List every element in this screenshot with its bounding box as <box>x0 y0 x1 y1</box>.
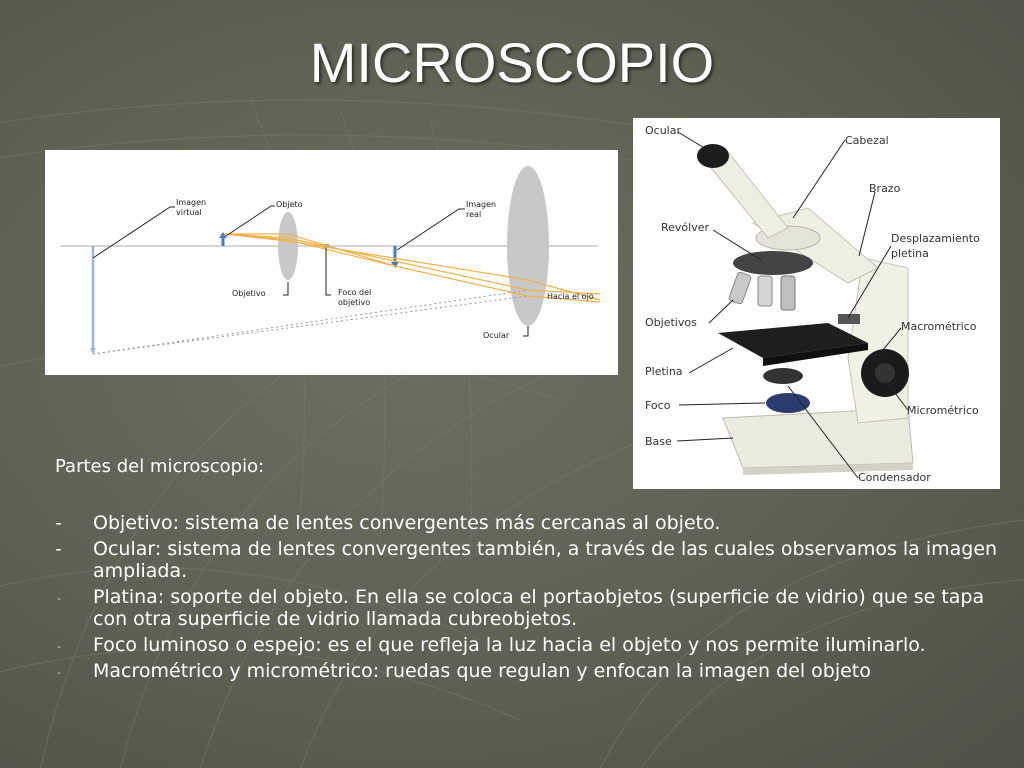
pointer-foco <box>326 248 331 295</box>
bullet-list <box>55 512 1005 686</box>
label-condensador: Condensador <box>858 471 931 484</box>
bullet-item <box>55 660 1005 682</box>
label-imagen-virtual-1: Imagen <box>176 198 207 207</box>
objective-lens <box>278 212 298 280</box>
bullet-text: Objetivo: sistema de lentes convergentes más cercanas al objeto. <box>93 512 721 534</box>
objective-3 <box>781 276 795 310</box>
label-ocular: Ocular <box>645 124 681 137</box>
bullet-marker: - <box>55 512 62 534</box>
pointer-objetivos <box>709 300 733 323</box>
label-foco-objetivo-2: objetivo <box>338 298 371 307</box>
label-objeto: Objeto <box>276 200 303 209</box>
label-imagen-real-1: Imagen <box>466 200 497 209</box>
label-ocular: Ocular <box>483 331 510 340</box>
revolver <box>733 251 813 275</box>
light-source <box>766 393 810 413</box>
label-pletina: Pletina <box>645 365 683 378</box>
bullet-item <box>55 538 1005 582</box>
ocular-lens <box>507 166 549 326</box>
eyepiece <box>697 144 729 168</box>
lens-diagram <box>45 150 618 375</box>
bullet-item <box>55 586 1005 630</box>
bullet-marker: - <box>57 592 61 605</box>
label-hacia-ojo: Hacia el ojo <box>547 292 594 301</box>
pointer-real <box>397 209 465 250</box>
bullet-marker: - <box>57 640 61 653</box>
label-foco-objetivo-1: Foco del <box>338 288 372 297</box>
pointer-brazo <box>859 192 875 256</box>
objective-2 <box>758 276 772 306</box>
pointer-objetivo <box>283 282 288 295</box>
bullet-text: Macrométrico y micrométrico: ruedas que regulan y enfocan la imagen del objeto <box>93 660 871 682</box>
label-desplazamiento-1: Desplazamiento <box>891 232 980 245</box>
pointer-ocular <box>678 132 711 152</box>
microscope-photo <box>633 118 1000 489</box>
condenser <box>763 368 803 384</box>
label-revolver: Revólver <box>661 221 710 234</box>
pointer-objeto <box>226 206 275 236</box>
label-objetivos: Objetivos <box>645 316 697 329</box>
label-desplazamiento-2: pletina <box>891 247 929 260</box>
label-cabezal: Cabezal <box>845 134 889 147</box>
label-macrometrico: Macrométrico <box>901 320 977 333</box>
lens-diagram-svg <box>45 150 618 375</box>
virtual-image-arrow-head <box>90 348 96 354</box>
label-imagen-real-2: real <box>466 210 482 219</box>
bullet-item <box>55 512 1005 534</box>
pointer-ocular <box>523 326 528 336</box>
pointer-foco <box>679 403 765 405</box>
virtual-ray <box>93 296 528 354</box>
bullet-item <box>55 634 1005 656</box>
bullet-text: Foco luminoso o espejo: es el que refleja la luz hacia el objeto y nos permite iluminarlo. <box>93 634 926 656</box>
label-brazo: Brazo <box>869 182 901 195</box>
label-foco: Foco <box>645 399 671 412</box>
pointer-virtual <box>93 207 175 258</box>
pointer-base <box>677 438 733 441</box>
slide-title: MICROSCOPIO <box>309 31 715 94</box>
object-arrow-head <box>219 232 227 238</box>
label-base: Base <box>645 435 672 448</box>
bullet-marker: - <box>55 538 62 560</box>
pointer-cabezal <box>793 140 845 218</box>
label-micrometrico: Micrométrico <box>907 404 979 417</box>
label-objetivo: Objetivo <box>232 289 266 298</box>
pointer-pletina <box>689 348 733 373</box>
intro-text: Partes del microscopio: <box>55 456 265 477</box>
virtual-ray-2 <box>93 290 528 354</box>
bullet-marker: - <box>57 666 61 679</box>
bullet-text: Ocular: sistema de lentes convergentes también, a través de las cuales observamos la imagen ampliada. <box>93 538 998 582</box>
objective-1 <box>728 272 751 305</box>
microscope-illustration <box>633 118 1000 489</box>
pointer-revolver <box>713 230 761 260</box>
label-imagen-virtual-2: virtual <box>176 208 202 217</box>
bullet-text: Platina: soporte del objeto. En ella se coloca el portaobjetos (superficie de vidrio) que se tapa con otra superficie de vidrio llamada cubreobjetos. <box>93 586 985 630</box>
